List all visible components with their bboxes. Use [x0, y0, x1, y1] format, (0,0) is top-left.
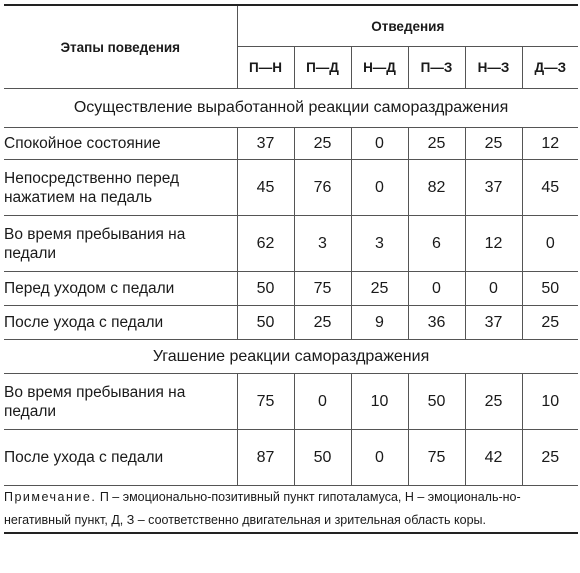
value-cell: 25	[351, 272, 408, 306]
value-cell: 50	[237, 306, 294, 340]
data-table	[4, 4, 578, 534]
section-row	[4, 89, 578, 128]
value-cell: 37	[237, 128, 294, 160]
value-cell: 36	[408, 306, 465, 340]
note-label: Примечание.	[4, 490, 97, 504]
value-cell: 25	[294, 306, 351, 340]
value-cell: 25	[408, 128, 465, 160]
value-cell: 3	[351, 216, 408, 272]
value-cell: 10	[522, 374, 578, 430]
leads-group-header: Отведения	[237, 5, 578, 47]
value-cell: 9	[351, 306, 408, 340]
value-cell: 50	[294, 430, 351, 486]
value-cell: 3	[294, 216, 351, 272]
value-cell: 87	[237, 430, 294, 486]
value-cell: 76	[294, 160, 351, 216]
value-cell: 0	[408, 272, 465, 306]
lead-header: П—Н	[237, 47, 294, 89]
table-row	[4, 374, 578, 430]
stage-cell: После ухода с педали	[4, 306, 237, 340]
value-cell: 6	[408, 216, 465, 272]
value-cell: 0	[351, 128, 408, 160]
note-row	[4, 486, 578, 534]
value-cell: 37	[465, 160, 522, 216]
lead-header: Н—З	[465, 47, 522, 89]
value-cell: 0	[522, 216, 578, 272]
stage-cell: Перед уходом с педали	[4, 272, 237, 306]
value-cell: 82	[408, 160, 465, 216]
value-cell: 0	[351, 430, 408, 486]
value-cell: 25	[465, 374, 522, 430]
value-cell: 50	[237, 272, 294, 306]
section-title: Угашение реакции самораздражения	[4, 340, 578, 374]
value-cell: 25	[522, 430, 578, 486]
table-row	[4, 306, 578, 340]
value-cell: 75	[408, 430, 465, 486]
value-cell: 10	[351, 374, 408, 430]
value-cell: 25	[522, 306, 578, 340]
value-cell: 45	[237, 160, 294, 216]
lead-header: Д—З	[522, 47, 578, 89]
value-cell: 75	[294, 272, 351, 306]
stage-cell: После ухода с педали	[4, 430, 237, 486]
stage-cell: Во время пребывания на педали	[4, 374, 237, 430]
value-cell: 12	[465, 216, 522, 272]
value-cell: 0	[465, 272, 522, 306]
value-cell: 37	[465, 306, 522, 340]
table-row	[4, 430, 578, 486]
note-text: П – эмоционально-позитивный пункт гипоталамуса, Н – эмоциональ-но-негативный пункт, Д, З – соответственно двигательная и зрительная область коры.	[4, 490, 521, 527]
section-row	[4, 340, 578, 374]
section-title: Осуществление выработанной реакции самораздражения	[4, 89, 578, 128]
value-cell: 25	[465, 128, 522, 160]
value-cell: 45	[522, 160, 578, 216]
table-note	[4, 486, 578, 534]
value-cell: 62	[237, 216, 294, 272]
table-row	[4, 160, 578, 216]
stage-cell: Спокойное состояние	[4, 128, 237, 160]
table-row	[4, 216, 578, 272]
value-cell: 75	[237, 374, 294, 430]
lead-header: Н—Д	[351, 47, 408, 89]
value-cell: 25	[294, 128, 351, 160]
stage-column-header: Этапы поведения	[4, 5, 237, 89]
header-row-group	[4, 5, 578, 47]
stage-cell: Непосредственно перед нажатием на педаль	[4, 160, 237, 216]
table-row	[4, 128, 578, 160]
value-cell: 12	[522, 128, 578, 160]
table-row	[4, 272, 578, 306]
value-cell: 50	[408, 374, 465, 430]
value-cell: 0	[294, 374, 351, 430]
value-cell: 50	[522, 272, 578, 306]
lead-header: П—З	[408, 47, 465, 89]
value-cell: 0	[351, 160, 408, 216]
stage-cell: Во время пребывания на педали	[4, 216, 237, 272]
lead-header: П—Д	[294, 47, 351, 89]
value-cell: 42	[465, 430, 522, 486]
